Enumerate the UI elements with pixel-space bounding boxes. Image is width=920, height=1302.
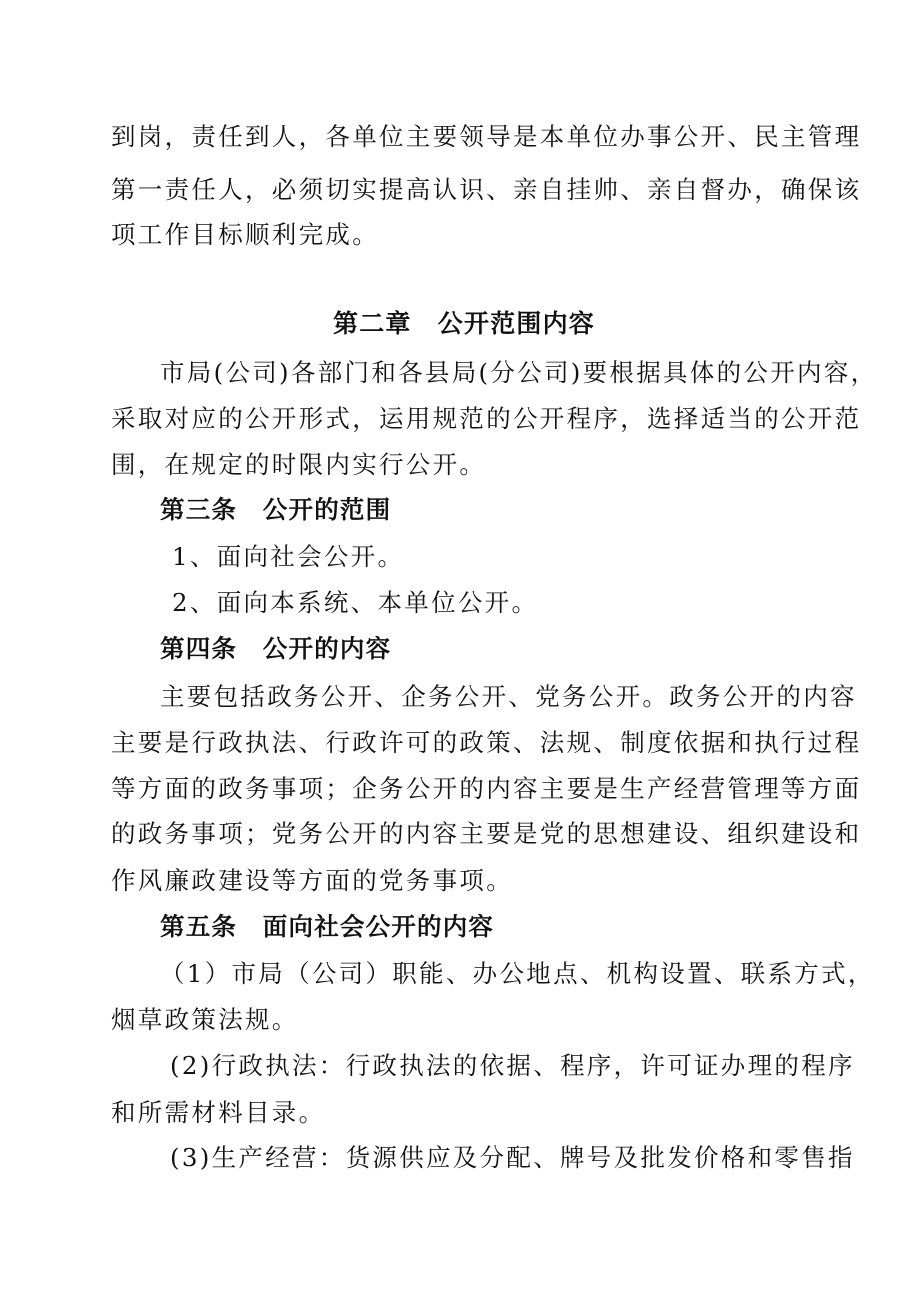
article-heading: 第三条 公开的范围 — [160, 495, 392, 524]
article-heading: 第五条 面向社会公开的内容 — [160, 912, 495, 941]
text-line: 和所需材料目录。 — [111, 1098, 326, 1127]
article-heading: 第四条 公开的内容 — [160, 634, 392, 663]
list-item: 2、面向本系统、本单位公开。 — [172, 588, 539, 617]
text-line: 等方面的政务事项；企务公开的内容主要是生产经营管理等方面 — [111, 774, 862, 803]
text-line: 市局(公司)各部门和各县局(分公司)要根据具体的公开内容， — [160, 358, 878, 387]
text-line: 第一责任人，必须切实提高认识、亲自挂帅、亲自督办，确保该 — [111, 175, 862, 204]
list-item: (3)生产经营：货源供应及分配、牌号及批发价格和零售指 — [170, 1143, 855, 1172]
text-line: 烟草政策法规。 — [111, 1005, 299, 1034]
text-line: 项工作目标顺利完成。 — [111, 220, 379, 249]
list-item: 1、面向社会公开。 — [172, 542, 405, 571]
text-line: 作风廉政建设等方面的党务事项。 — [111, 866, 513, 895]
text-line: 的政务事项；党务公开的内容主要是党的思想建设、组织建设和 — [111, 819, 862, 848]
text-line: 主要包括政务公开、企务公开、党务公开。政务公开的内容 — [160, 682, 857, 711]
text-line: 采取对应的公开形式，运用规范的公开程序，选择适当的公开范 — [111, 404, 862, 433]
list-item: （1）市局（公司）职能、办公地点、机构设置、联系方式， — [160, 959, 875, 988]
text-line: 到岗，责任到人，各单位主要领导是本单位办事公开、民主管理 — [111, 122, 862, 151]
list-item: (2)行政执法：行政执法的依据、程序，许可证办理的程序 — [170, 1051, 855, 1080]
chapter-heading: 第二章 公开范围内容 — [333, 309, 596, 338]
text-line: 主要是行政执法、行政许可的政策、法规、制度依据和执行过程 — [111, 728, 862, 757]
text-line: 围，在规定的时限内实行公开。 — [111, 450, 487, 479]
